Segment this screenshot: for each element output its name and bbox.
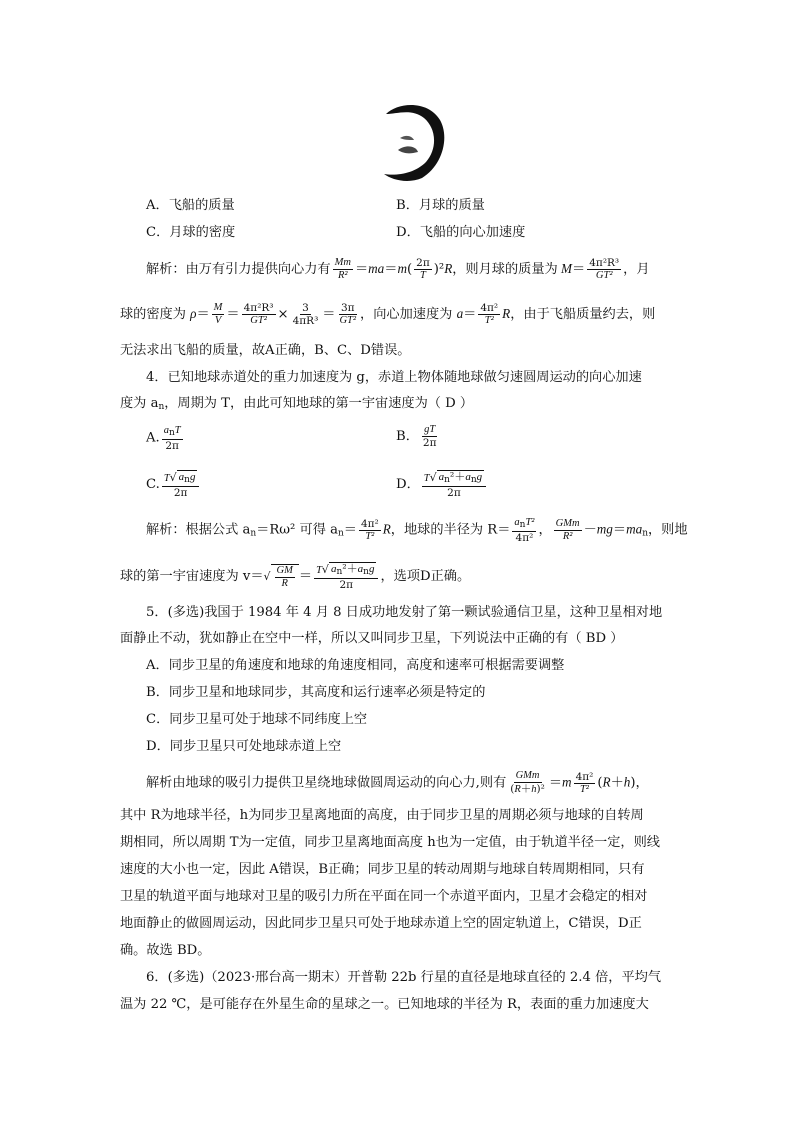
q3-option-a: A．飞船的质量: [146, 198, 235, 213]
q3-options-row-1: [146, 196, 706, 216]
q5-stem-line-1: 5．(多选)我国于 1984 年 4 月 8 日成功地发射了第一颗试验通信卫星，这种卫星相对地: [146, 605, 663, 620]
q5-stem-line-2: 面静止不动，犹如静止在空中一样，所以又叫同步卫星，下列说法中正确的有（ BD ）: [120, 631, 624, 646]
q5-option-b: B．同步卫星和地球同步，其高度和运行速率必须是特定的: [146, 685, 486, 700]
q6-stem-line-2: 温为 22 ℃，是可能存在外星生命的星球之一。已知地球的半径为 R，表面的重力加速度大: [120, 997, 649, 1012]
q6-stem-line-1: 6．(多选)（2023·邢台高一期末）开普勒 22b 行星的直径是地球直径的 2.4 倍，平均气: [146, 970, 662, 985]
q5-option-d: D．同步卫星只可处地球赤道上空: [146, 739, 342, 754]
q5-option-a: A．同步卫星的角速度和地球的角速度相同，高度和速率可根据需要调整: [146, 658, 565, 673]
q5-analysis-line-2: 其中 R为地球半径，h为同步卫星离地面的高度，由于同步卫星的周期必须与地球的自转周: [120, 808, 644, 823]
brush-logo-icon: [378, 100, 448, 184]
q4-stem-line-2: 度为 $a_n$，周期为 T，由此可知地球的第一宇宙速度为（ D ）: [120, 396, 474, 412]
q4-options-row-1: A. $\frac{\text{anT}}{2\pi}$ B． $\frac{gT}{2\pi}$: [146, 424, 437, 452]
formula-moon-mass: $\frac{\text{4π²R³}}{\text{GT²}}$: [589, 257, 620, 281]
q5-analysis-line-6: 地面静止的做圆周运动，因此同步卫星只可处于地球赤道上空的固定轨道上，C错误，D正: [120, 916, 642, 931]
q5-analysis-line-5: 卫星的轨道平面与地球对卫星的吸引力所在平面在同一个赤道平面内，卫星才会稳定的相对: [120, 889, 648, 904]
q3-option-b: B．月球的质量: [396, 198, 485, 213]
q5-analysis-line-7: 确。故选 BD。: [120, 943, 211, 958]
q5-analysis-line-1: 解析由地球的吸引力提供卫星绕地球做圆周运动的向心力,则有 $\frac{\text{GMm}}{\text{(R＋h)²}}$ ＝m $\frac{\text{4π²}}{\text{T²}}$ (R＋h)，: [146, 770, 649, 795]
q5-analysis-line-3: 期相同，所以周期 T为一定值，同步卫星离地面高度 h也为一定值，由于轨道半径一定，则线: [120, 835, 660, 850]
q4-options-row-2: C. T√ $a_ng$ 2π D． T√ $a_n^2+a_ng$ 2π: [146, 470, 706, 499]
formula-2pi-t: $\frac{2\pi}{T}$: [416, 257, 430, 281]
q5-analysis-line-4: 速度的大小也一定，因此 A错误，B正确；同步卫星的转动周期与地球自转周期相同，只有: [120, 862, 645, 877]
q4-stem-line-1: 4．已知地球赤道处的重力加速度为 g，赤道上物体随地球做匀速圆周运动的向心加速: [146, 370, 642, 385]
q3-option-d: D．飞船的向心加速度: [396, 225, 526, 240]
q4-analysis-line-2: 球的第一宇宙速度为 v＝√ $\frac{GM}{R}$ ＝ T√ $a_n^2+a_ng$ 2π ，选项D正确。: [120, 562, 471, 591]
q3-options-row-2: [146, 223, 706, 243]
q3-analysis-line-3: 无法求出飞船的质量，故A正确，B、C、D错误。: [120, 343, 411, 358]
q5-option-c: C．同步卫星可处于地球不同纬度上空: [146, 712, 368, 727]
q4-analysis-line-1: 解析：根据公式 $a_n=R\omega^2$ 可得 $a_n=$ $\frac{\text{4π²}}{\text{T²}}$ R，地球的半径为 R＝ $\frac{\text{anT²}}{\text{4π²}}$ ， $\frac{\text{GMm}}{\text{R²}}$ $-mg=ma_n$，则地: [146, 517, 688, 544]
formula-gmm-r2: $\frac{Mm}{\text{R²}}$: [334, 257, 351, 281]
q3-analysis-line-2: 球的密度为 ρ＝ $\frac{M}{V}$ ＝ $\frac{\text{4π²R³}}{\text{GT²}}$ × $\frac{3}{\text{4πR³}}$ ＝ $\frac{3\pi}{\text{GT²}}$ ，向心加速度为 a＝ $\frac{\text{4π²}}{\text{T²}}$ R，由于飞船质量约去，则: [120, 302, 656, 327]
q3-option-c: C．月球的密度: [146, 225, 236, 240]
q3-analysis-line-1: 解析：由万有引力提供向心力有 $\frac{Mm}{\text{R²}}$ ＝ma＝m( $\frac{2\pi}{T}$ )²R，则月球的质量为 M＝ $\frac{\text{4π²R³}}{\text{GT²}}$ ，月: [146, 257, 650, 281]
